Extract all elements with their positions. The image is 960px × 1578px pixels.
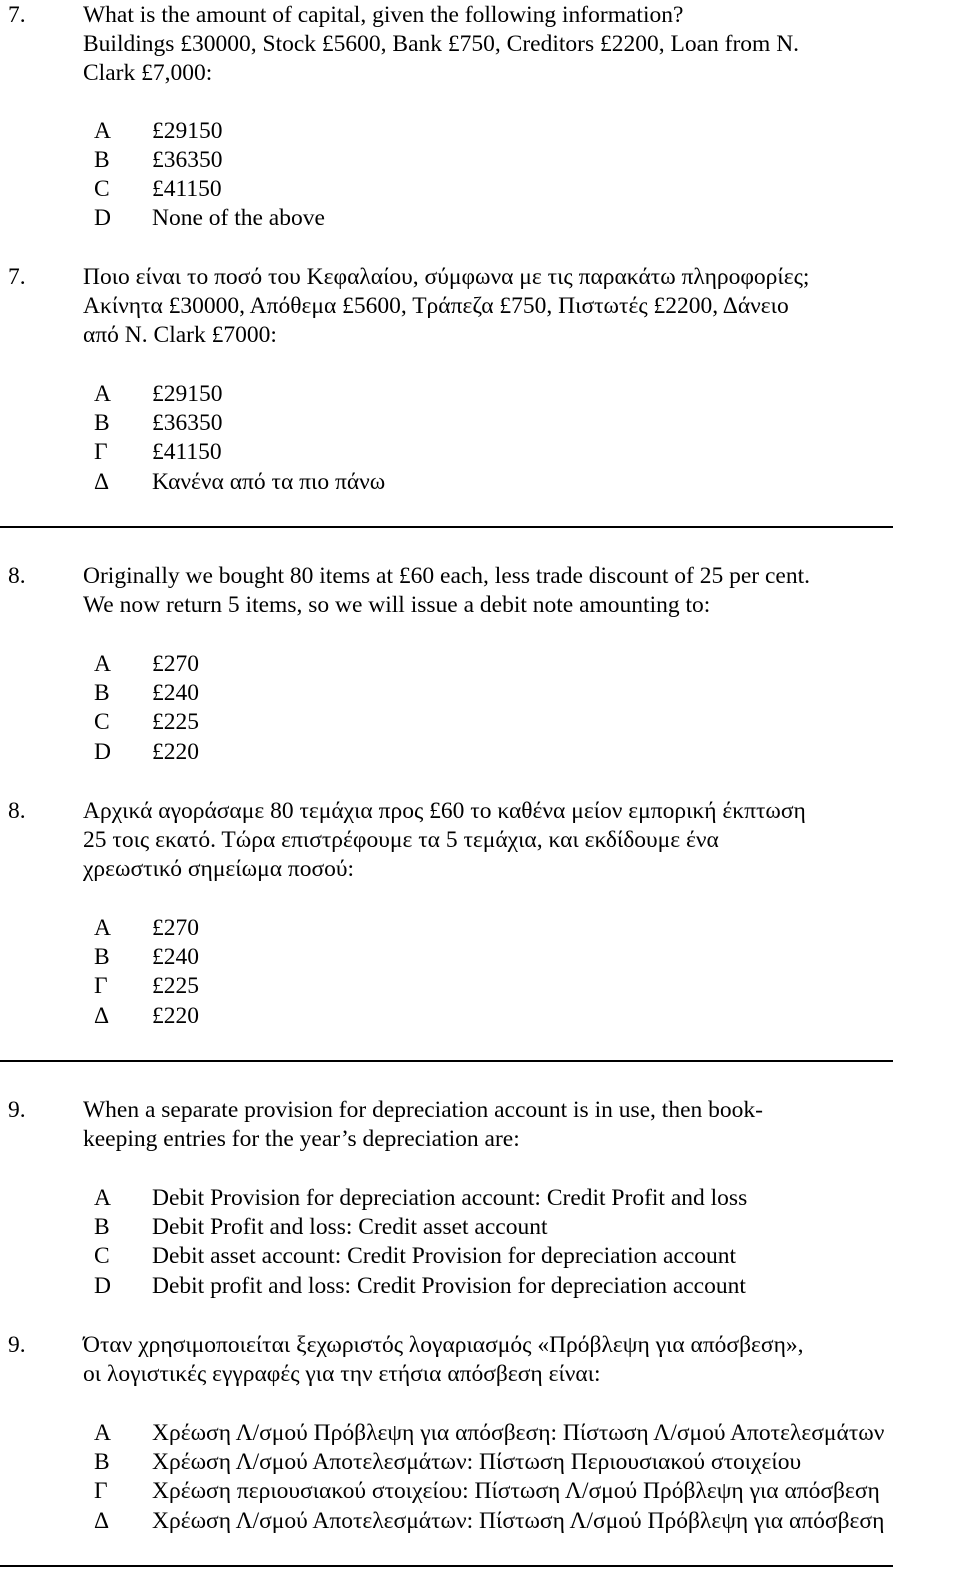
option-letter: A [94, 1185, 111, 1211]
question-text-line: Originally we bought 80 items at £60 each, less trade discount of 25 per cent. [83, 563, 811, 589]
option-letter: D [94, 739, 111, 765]
option-letter: Α [94, 1420, 111, 1446]
option-letter: Γ [94, 439, 108, 465]
question-number: 9. [8, 1332, 26, 1358]
question-text-line: Όταν χρησιμοποιείται ξεχωριστός λογαριασμός «Πρόβλεψη για απόσβεση», [83, 1332, 804, 1358]
option-text: £225 [152, 973, 199, 999]
option-letter: A [94, 118, 111, 144]
option-text: £220 [152, 739, 199, 765]
option-text: Debit asset account: Credit Provision for depreciation account [152, 1243, 737, 1269]
option-text: Debit Profit and loss: Credit asset account [152, 1214, 548, 1240]
question-text-line: Ακίνητα £30000, Απόθεμα £5600, Τράπεζα £750, Πιστωτές £2200, Δάνειο [83, 293, 789, 319]
option-text: Debit Provision for depreciation account: Credit Profit and loss [152, 1185, 748, 1211]
question-text-line: When a separate provision for depreciation account is in use, then book- [83, 1097, 763, 1123]
option-letter: Δ [94, 469, 110, 495]
option-letter: Γ [94, 973, 108, 999]
question-text-line: What is the amount of capital, given the following information? [83, 2, 684, 28]
option-text: £270 [152, 915, 199, 941]
option-text: Χρέωση περιουσιακού στοιχείου: Πίστωση Λ/σμού Πρόβλεψη για απόσβεση [152, 1478, 880, 1504]
option-text: None of the above [152, 205, 325, 231]
option-text: Χρέωση Λ/σμού Αποτελεσμάτων: Πίστωση Περιουσιακού στοιχείου [152, 1449, 802, 1475]
option-text: Χρέωση Λ/σμού Αποτελεσμάτων: Πίστωση Λ/σμού Πρόβλεψη για απόσβεση [152, 1508, 885, 1534]
question-text-line: Αρχικά αγοράσαμε 80 τεμάχια προς £60 το καθένα μείον εμπορική έκπτωση [83, 798, 806, 824]
option-letter: A [94, 651, 111, 677]
option-text: £36350 [152, 410, 223, 436]
option-text: £41150 [152, 176, 222, 202]
question-text-line: We now return 5 items, so we will issue a debit note amounting to: [83, 592, 711, 618]
option-letter: Β [94, 410, 110, 436]
question-number: 7. [8, 264, 26, 290]
question-number: 8. [8, 563, 26, 589]
option-letter: Γ [94, 1478, 108, 1504]
question-text-line: οι λογιστικές εγγραφές για την ετήσια απόσβεση είναι: [83, 1361, 601, 1387]
question-text-line: Ποιο είναι το ποσό του Κεφαλαίου, σύμφωνα με τις παρακάτω πληροφορίες; [83, 264, 810, 290]
option-letter: Α [94, 915, 111, 941]
option-letter: B [94, 147, 110, 173]
option-text: Κανένα από τα πιο πάνω [152, 469, 386, 495]
section-divider [0, 1060, 893, 1062]
option-text: £41150 [152, 439, 222, 465]
question-text-line: keeping entries for the year’s depreciation are: [83, 1126, 520, 1152]
question-number: 9. [8, 1097, 26, 1123]
option-text: £29150 [152, 381, 223, 407]
option-letter: C [94, 709, 110, 735]
option-letter: Β [94, 1449, 110, 1475]
option-text: £270 [152, 651, 199, 677]
option-letter: C [94, 176, 110, 202]
question-text-line: χρεωστικό σημείωμα ποσού: [83, 856, 355, 882]
option-text: £225 [152, 709, 199, 735]
question-text-line: Clark £7,000: [83, 60, 213, 86]
option-text: Χρέωση Λ/σμού Πρόβλεψη για απόσβεση: Πίστωση Λ/σμού Αποτελεσμάτων [152, 1420, 885, 1446]
option-letter: Δ [94, 1003, 110, 1029]
option-text: £240 [152, 944, 199, 970]
option-text: £36350 [152, 147, 223, 173]
option-text: Debit profit and loss: Credit Provision for depreciation account [152, 1273, 746, 1299]
option-text: £240 [152, 680, 199, 706]
option-letter: Α [94, 381, 111, 407]
option-text: £220 [152, 1003, 199, 1029]
option-letter: D [94, 1273, 111, 1299]
option-letter: D [94, 205, 111, 231]
option-letter: B [94, 1214, 110, 1240]
section-divider [0, 526, 893, 528]
option-letter: Β [94, 944, 110, 970]
option-letter: C [94, 1243, 110, 1269]
question-number: 7. [8, 2, 26, 28]
question-text-line: από N. Clark £7000: [83, 322, 277, 348]
question-text-line: Buildings £30000, Stock £5600, Bank £750, Creditors £2200, Loan from N. [83, 31, 800, 57]
section-divider [0, 1565, 893, 1567]
option-letter: B [94, 680, 110, 706]
question-number: 8. [8, 798, 26, 824]
option-letter: Δ [94, 1508, 110, 1534]
question-text-line: 25 τοις εκατό. Τώρα επιστρέφουμε τα 5 τεμάχια, και εκδίδουμε ένα [83, 827, 719, 853]
option-text: £29150 [152, 118, 223, 144]
